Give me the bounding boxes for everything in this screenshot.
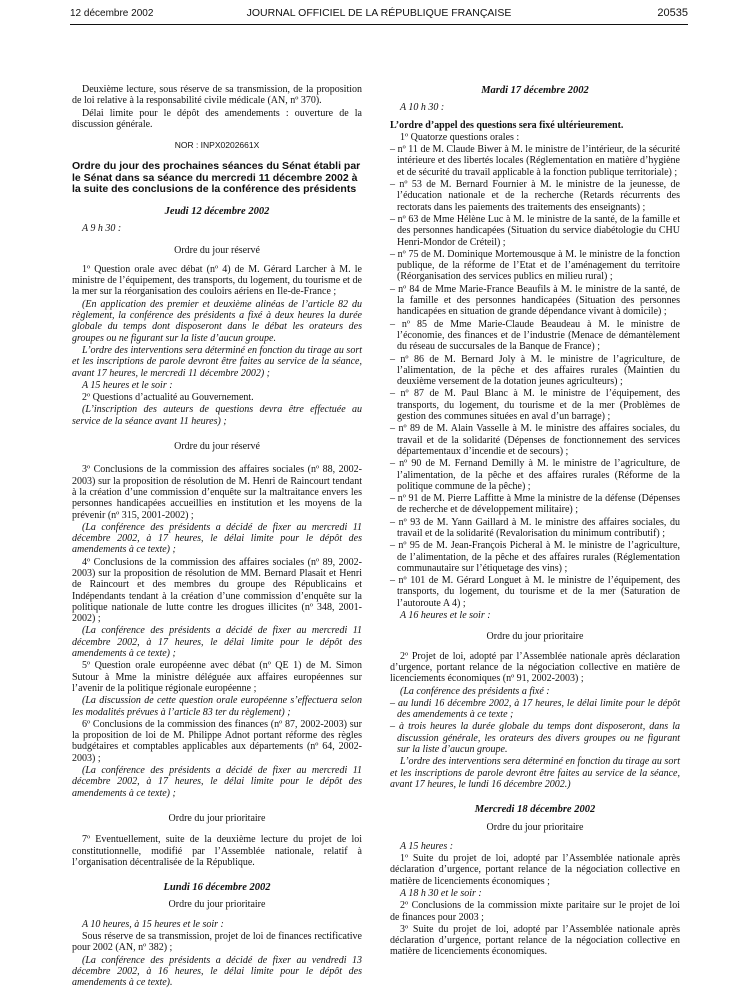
agenda-note: L’ordre des interventions sera déterminé en fonction du tirage au sort et les inscriptions de parole devront être faites au service de la séance, avant 17 heures, le lundi 16 décembre 2002.) — [390, 756, 680, 790]
call-order-note: L’ordre d’appel des questions sera fixé ultérieurement. — [390, 119, 624, 131]
page-header — [70, 6, 688, 22]
questions-intro: 1º Quatorze questions orales : — [400, 131, 520, 143]
agenda-subheading: Ordre du jour prioritaire — [168, 812, 266, 824]
agenda-item: 1º Question orale avec débat (nº 4) de M. Gérard Larcher à M. le ministre de l’équipement, des transports, du logement, du tourisme et de la mer sur la réorganisation des couloirs aériens en Ile-de-France ; — [72, 263, 362, 298]
agenda-subheading: Ordre du jour prioritaire — [168, 899, 266, 911]
agenda-item: 2º Conclusions de la commission mixte paritaire sur le projet de loi de finances pour 2003 ; — [390, 900, 680, 923]
intro-paragraph: Délai limite pour le dépôt des amendements : ouverture de la discussion générale. — [72, 107, 362, 130]
agenda-note: (La conférence des présidents a fixé : — [400, 685, 550, 697]
header-title: JOURNAL OFFICIEL DE LA RÉPUBLIQUE FRANÇAISE — [246, 7, 512, 19]
agenda-item: 3º Conclusions de la commission des affaires sociales (nº 88, 2002-2003) sur la proposition de résolution de M. Henri de Raincourt tendant à la création d’une commission d’enquête sur la maltraitance envers les personnes handicapées accueillies en institution et les moyens de la prévenir (nº 315, 2001-2002) ; — [72, 464, 362, 521]
question-item: – nº 86 de M. Bernard Joly à M. le ministre de l’agriculture, de l’alimentation, de la pêche et des affaires rurales (Maintien du deuxième versement de la dotation jeunes agriculteurs) ; — [390, 353, 680, 388]
question-item: – nº 84 de Mme Marie-France Beaufils à M. le ministre de la santé, de la famille et des personnes handicapées (Situation des personnes handicapées en situation de grande dépendance vivant à domicile) ; — [390, 283, 680, 318]
section-title: Ordre du jour des prochaines séances du Sénat établi par le Sénat dans sa séance du mercredi 11 décembre 2002 à la suite des conclusions de la conférence des présidents — [72, 160, 361, 196]
time-heading: A 15 heures : — [400, 840, 454, 852]
question-item: – nº 87 de M. Paul Blanc à M. le ministre de l’équipement, des transports, du logement, du tourisme et de la mer (Problèmes de gestion des communes situées en aval d’un barrage) ; — [390, 388, 680, 423]
left-column — [72, 84, 362, 990]
agenda-note-item: – au lundi 16 décembre 2002, à 17 heures, le délai limite pour le dépôt des amendements à ce texte ; — [390, 697, 680, 721]
time-heading: A 16 heures et le soir : — [400, 610, 491, 622]
agenda-item: 4º Conclusions de la commission des affaires sociales (nº 89, 2002-2003) sur la proposition de résolution de MM. Bernard Plasait et Henri de Raincourt et des membres du groupe des Républicains et Indépendants tendant à la création d’une commission d’enquête sur la politique nationale de lutte contre les drogues illicites (nº 348, 2001-2002) ; — [72, 556, 362, 625]
question-item: – nº 101 de M. Gérard Longuet à M. le ministre de l’équipement, des transports, du logement, du tourisme et de la mer (Saturation de l’autoroute A 4) ; — [390, 575, 680, 609]
agenda-note: (La conférence des présidents a décidé de fixer au mercredi 11 décembre 2002, à 17 heures, le délai limite pour le dépôt des amendements à ce texte) ; — [72, 625, 362, 660]
agenda-item: 2º Questions d’actualité au Gouvernement. — [82, 392, 254, 404]
header-date: 12 décembre 2002 — [70, 8, 154, 19]
agenda-subheading: Ordre du jour réservé — [174, 441, 260, 453]
question-item: – nº 90 de M. Fernand Demilly à M. le ministre de l’agriculture, de l’alimentation, de la pêche et des affaires rurales (Réforme de la politique commune de la pêche) ; — [390, 458, 680, 492]
nor-reference: NOR : INPX0202661X — [174, 140, 260, 151]
question-item: – nº 91 de M. Pierre Laffitte à Mme la ministre de la défense (Dépenses de recherche et de développement militaire) ; — [390, 493, 680, 516]
question-item: – nº 53 de M. Bernard Fournier à M. le ministre de la jeunesse, de l’éducation nationale et de la recherche (Retards récurrents des rectorats dans les paiements des traitements des enseignants) ; — [390, 179, 680, 213]
agenda-note: (La conférence des présidents a décidé de fixer au mercredi 11 décembre 2002, à 17 heures, le délai limite pour le dépôt des amendements à ce texte) ; — [72, 765, 362, 799]
agenda-note: (La conférence des présidents a décidé de fixer au vendredi 13 décembre 2002, à 16 heures, le délai limite pour le dépôt des amendements à ce texte). — [72, 954, 362, 989]
time-heading: A 18 h 30 et le soir : — [400, 888, 482, 899]
agenda-subheading: Ordre du jour réservé — [174, 244, 260, 256]
right-column — [390, 85, 680, 959]
question-item: – nº 93 de M. Yann Gaillard à M. le ministre des affaires sociales, du travail et de la solidarité (Revalorisation du minimum contributif) ; — [390, 516, 680, 539]
agenda-subheading: Ordre du jour prioritaire — [486, 631, 584, 643]
agenda-item: 2º Projet de loi, adopté par l’Assemblée nationale après déclaration d’urgence, portant relance de la négociation collective en matière de licenciements économiques (nº 91, 2002-2003) ; — [390, 650, 680, 685]
page-number: 20535 — [657, 7, 688, 19]
time-heading: A 15 heures et le soir : — [82, 379, 173, 391]
time-heading: A 10 heures, à 15 heures et le soir : — [82, 918, 224, 930]
agenda-item: 3º Suite du projet de loi, adopté par l’Assemblée nationale après déclaration d’urgence, portant relance de la négociation collective en matière de licenciements économiques. — [390, 923, 680, 958]
day-heading-mardi: Mardi 17 décembre 2002 — [481, 85, 589, 96]
question-item: – nº 85 de Mme Marie-Claude Beaudeau à M. le ministre de l’économie, des finances et de l’industrie (Menace de démantèlement du réseau de succursales de la Banque de France) ; — [390, 318, 680, 353]
agenda-note: (La discussion de cette question orale européenne s’effectuera selon les modalités prévues à l’article 83 ter du règlement) ; — [72, 695, 362, 718]
agenda-item: 1º Suite du projet de loi, adopté par l’Assemblée nationale après déclaration d’urgence, portant relance de la négociation collective en matière de licenciements économiques ; — [390, 853, 680, 887]
agenda-note-item: – à trois heures la durée globale du temps dont disposeront, dans la discussion générale, les orateurs des divers groupes ou ne figurant sur la liste d’aucun groupe. — [390, 721, 680, 756]
day-heading-lundi: Lundi 16 décembre 2002 — [163, 882, 271, 894]
header-rule — [70, 24, 688, 25]
time-heading: A 9 h 30 : — [82, 223, 122, 235]
agenda-item: 5º Question orale européenne avec débat (nº QE 1) de M. Simon Sutour à Mme la ministre déléguée aux affaires européennes sur l’avenir de la politique régionale européenne ; — [72, 660, 362, 694]
questions-list — [390, 144, 680, 609]
agenda-note: (L’inscription des auteurs de questions devra être effectuée au service de la séance avant 11 heures) ; — [72, 404, 362, 427]
agenda-note: (En application des premier et deuxième alinéas de l’article 82 du règlement, la conférence des présidents a fixé à deux heures la durée globale du temps dont disposeront dans le débat les orateurs des groupes ou ne figurant sur la liste d’aucun groupe. — [72, 298, 362, 344]
agenda-note: L’ordre des interventions sera déterminé en fonction du tirage au sort et les inscriptions de parole devront être faites au service de la séance, avant 17 heures, le mercredi 11 décembre 2002) ; — [72, 344, 362, 379]
agenda-item: 7º Eventuellement, suite de la deuxième lecture du projet de loi constitutionnelle, modifié par l’Assemblée nationale, relatif à l’organisation décentralisée de la République. — [72, 834, 362, 868]
agenda-subheading: Ordre du jour prioritaire — [486, 821, 584, 833]
intro-paragraph: Deuxième lecture, sous réserve de sa transmission, de la proposition de loi relative à la responsabilité civile médicale (AN, nº 370). — [72, 84, 362, 107]
question-item: – nº 75 de M. Dominique Mortemousque à M. le ministre de la fonction publique, de la réforme de l’Etat et de l’aménagement du territoire (Réorganisation des services publics en milieu rural) ; — [390, 248, 680, 283]
time-heading: A 10 h 30 : — [400, 102, 445, 114]
agenda-item: Sous réserve de sa transmission, projet de loi de finances rectificative pour 2002 (AN, nº 382) ; — [72, 931, 362, 954]
day-heading-mercredi: Mercredi 18 décembre 2002 — [474, 804, 596, 816]
question-item: – nº 95 de M. Jean-François Picheral à M. le ministre de l’agriculture, de l’alimentation, de la pêche et des affaires rurales (Réglementation communautaire sur l’étiquetage des vins) ; — [390, 540, 680, 574]
question-item: – nº 63 de Mme Hélène Luc à M. le ministre de la santé, de la famille et des personnes handicapées (Situation du service diabétologie du CHU Henri-Mondor de Créteil) ; — [390, 213, 680, 248]
agenda-note: (La conférence des présidents a décidé de fixer au mercredi 11 décembre 2002, à 17 heures, le délai limite pour le dépôt des amendements à ce texte) ; — [72, 521, 362, 556]
question-item: – nº 89 de M. Alain Vasselle à M. le ministre des affaires sociales, du travail et de la solidarité (Dépenses de fonctionnement des services départementaux d’incendie et de secours) ; — [390, 423, 680, 457]
day-heading-jeudi: Jeudi 12 décembre 2002 — [164, 205, 270, 217]
agenda-item: 6º Conclusions de la commission des finances (nº 87, 2002-2003) sur la proposition de loi de M. Philippe Adnot portant réforme des règles budgétaires et comptables applicables aux départements (nº 64, 2002-2003) ; — [72, 718, 362, 764]
question-item: – nº 11 de M. Claude Biwer à M. le ministre de l’intérieur, de la sécurité intérieure et des libertés locales (Réglementation en matière d’hygiène et de sécurité du travail applicable à la fonction publique territoriale) ; — [390, 144, 680, 178]
